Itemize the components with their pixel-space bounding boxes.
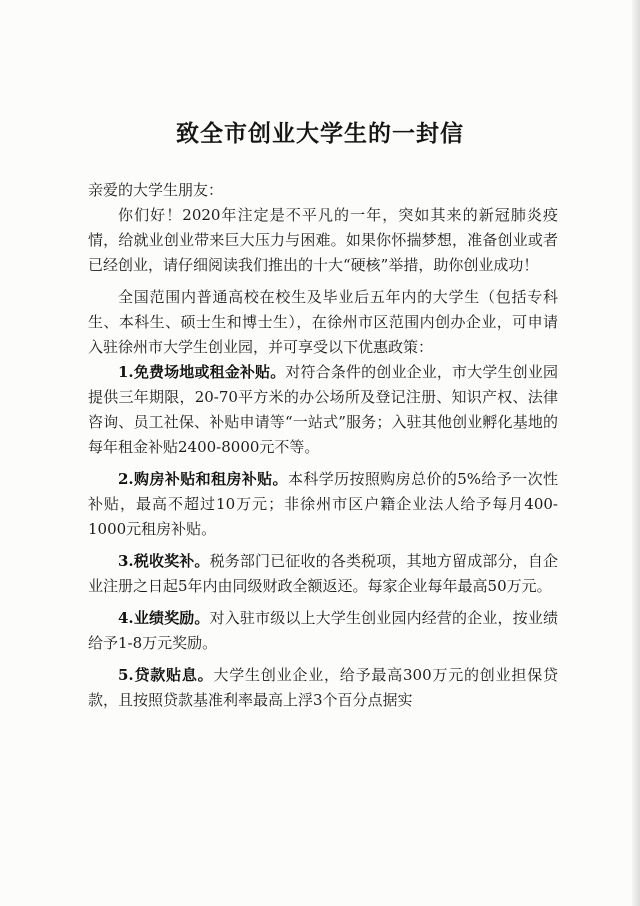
- policy-item-3: [88, 549, 558, 599]
- policy-text: 本科学历按照购房总价的5%给予一次性补贴，最高不超过10万元；非徐州市区户籍企业法人给予每月400-1000元租房补贴。: [88, 470, 558, 538]
- policy-item-1: [88, 360, 558, 460]
- policy-text: 大学生创业企业，给予最高300万元的创业担保贷款，且按照贷款基准利率最高上浮3个百分点据实: [88, 666, 558, 709]
- intro-paragraph: 你们好！2020年注定是不平凡的一年，突如其来的新冠肺炎疫情，给就业创业带来巨大压力与困难。如果你怀揣梦想，准备创业或者已经创业，请仔细阅读我们推出的十大“硬核”举措，助你创业成功！: [88, 206, 558, 274]
- policy-item-4: [88, 606, 558, 656]
- policy-item-5: [88, 663, 558, 713]
- policy-item-2: [88, 467, 558, 542]
- policy-heading: 3.税收奖补。: [118, 552, 210, 570]
- letter-body: [88, 178, 558, 713]
- policy-heading: 4.业绩奖励。: [118, 609, 210, 627]
- scope-paragraph: 全国范围内普通高校在校生及毕业后五年内的大学生（包括专科生、本科生、硕士生和博士生），在徐州市区范围内创办企业，可申请入驻徐州市大学生创业园，并可享受以下优惠政策：: [88, 288, 558, 356]
- policy-text: 税务部门已征收的各类税项，其地方留成部分，自企业注册之日起5年内由同级财政全额返还。每家企业每年最高50万元。: [88, 552, 558, 595]
- policy-heading: 2.购房补贴和租房补贴。: [118, 470, 288, 488]
- policy-heading: 1.免费场地或租金补贴。: [118, 363, 286, 381]
- letter-greeting: 亲爱的大学生朋友：: [88, 181, 224, 199]
- letter-title: 致全市创业大学生的一封信: [176, 120, 464, 148]
- policy-heading: 5.贷款贴息。: [118, 666, 214, 684]
- policy-text: 对入驻市级以上大学生创业园内经营的企业，按业绩给予1-8万元奖励。: [88, 609, 558, 652]
- policy-text: 对符合条件的创业企业，市大学生创业园提供三年期限，20-70平方米的办公场所及登记注册、知识产权、法律咨询、员工社保、补贴申请等“一站式”服务；入驻其他创业孵化基地的每年租金补贴2400-8000元不等。: [88, 363, 558, 456]
